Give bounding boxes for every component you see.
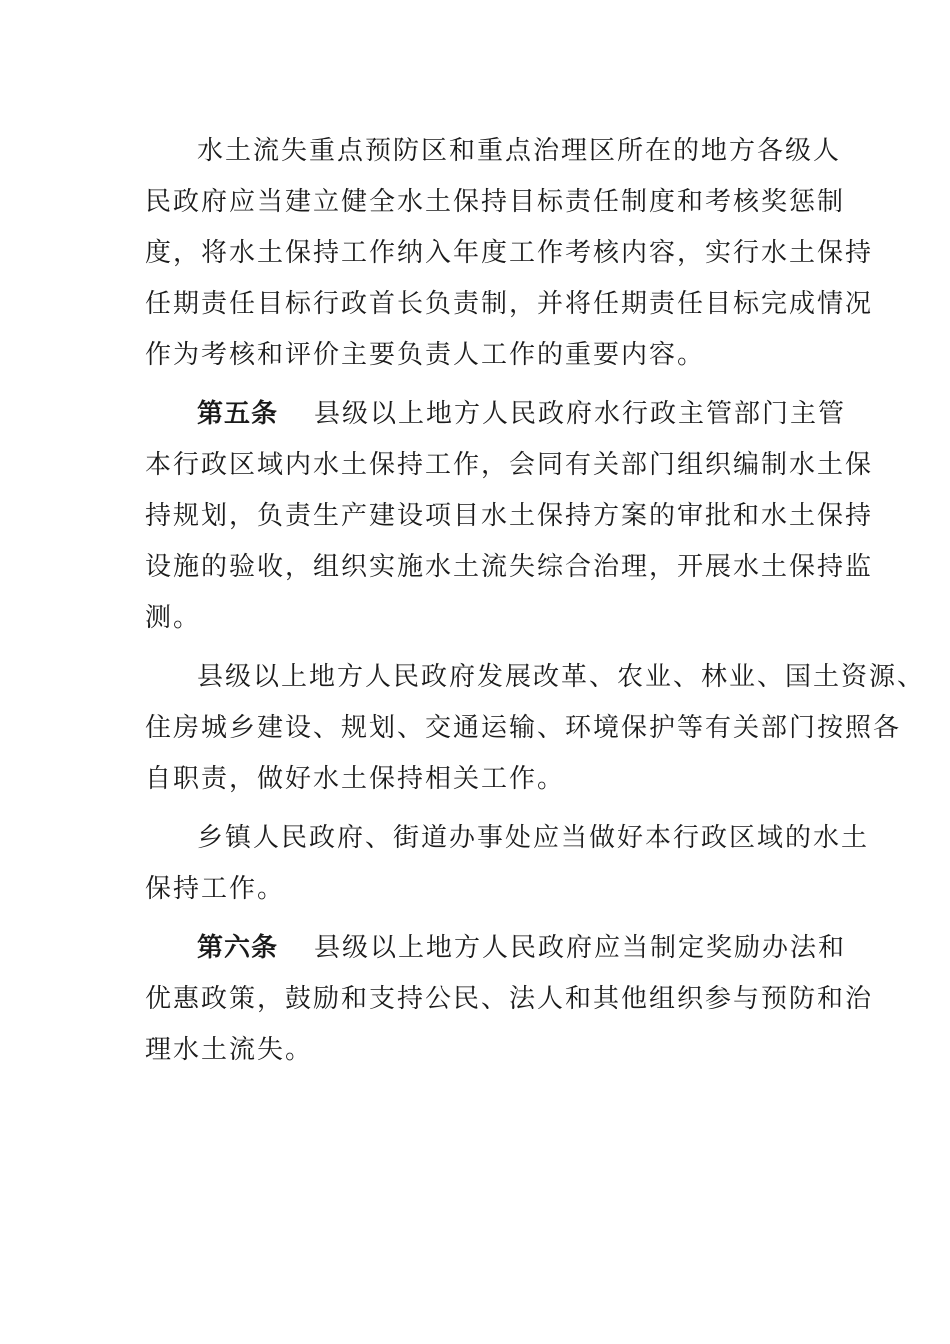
text-line: 设施的验收，组织实施水土流失综合治理，开展水土保持监: [145, 552, 874, 582]
article-number: 第五条: [197, 399, 279, 429]
text-line: 乡镇人民政府、街道办事处应当做好本行政区域的水土: [197, 823, 870, 853]
text-line: 水土流失重点预防区和重点治理区所在的地方各级人: [197, 136, 842, 166]
text-line: 保持工作。: [145, 874, 286, 904]
text-line-body: 县级以上地方人民政府水行政主管部门主管: [314, 399, 847, 429]
text-line: 持规划，负责生产建设项目水土保持方案的审批和水土保持: [145, 501, 874, 531]
paragraph-township-governments: [145, 813, 870, 915]
text-line: 理水土流失。: [145, 1035, 314, 1065]
text-line: 本行政区域内水土保持工作，会同有关部门组织编制水土保: [145, 450, 874, 480]
paragraph-article-5: [145, 389, 874, 644]
paragraph-related-departments: [145, 652, 926, 805]
article-number: 第六条: [197, 933, 279, 963]
text-line: 作为考核和评价主要负责人工作的重要内容。: [145, 340, 706, 370]
paragraph-article-6: [145, 923, 874, 1076]
text-line: 度，将水土保持工作纳入年度工作考核内容，实行水土保持: [145, 238, 874, 268]
text-line: [145, 389, 847, 440]
text-line: 县级以上地方人民政府发展改革、农业、林业、国土资源、: [197, 662, 926, 692]
text-line: 住房城乡建设、规划、交通运输、环境保护等有关部门按照各: [145, 713, 902, 743]
document-body: [145, 126, 926, 1076]
paragraph-responsibility-system: [145, 126, 874, 381]
text-line: 自职责，做好水土保持相关工作。: [145, 764, 566, 794]
text-line: 民政府应当建立健全水土保持目标责任制度和考核奖惩制: [145, 187, 846, 217]
text-line: 优惠政策，鼓励和支持公民、法人和其他组织参与预防和治: [145, 984, 874, 1014]
text-line-body: 县级以上地方人民政府应当制定奖励办法和: [314, 933, 847, 963]
text-line: 测。: [145, 603, 202, 633]
text-line: 任期责任目标行政首长负责制，并将任期责任目标完成情况: [145, 289, 874, 319]
text-line: [145, 923, 847, 974]
